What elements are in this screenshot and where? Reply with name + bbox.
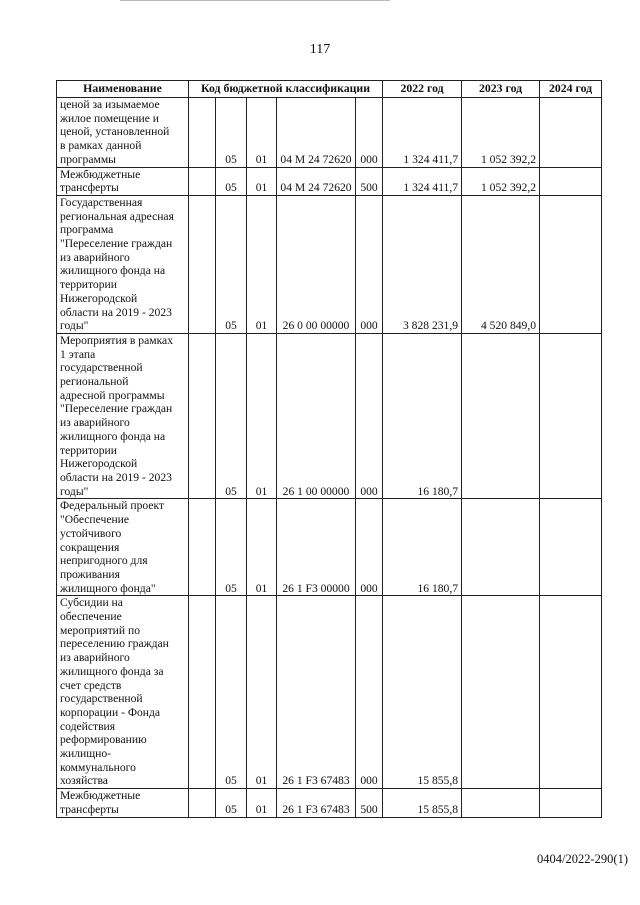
row-subsection: 01 (247, 333, 277, 498)
row-section: 05 (216, 596, 247, 789)
header-2023: 2023 год (462, 81, 540, 98)
row-amount-2023: 1 052 392,2 (462, 167, 540, 195)
table-header-row (57, 81, 602, 98)
row-target-article: 26 1 00 00000 (277, 333, 356, 498)
top-edge-rule (120, 0, 390, 1)
table-row (57, 333, 602, 498)
row-target-article: 26 1 F3 67483 (277, 789, 356, 817)
row-name: ценой за изымаемое жилое помещение и ценой, установленной в рамках данной программы (57, 98, 189, 168)
row-amount-2023 (462, 596, 540, 789)
row-amount-2023: 4 520 849,0 (462, 195, 540, 333)
header-budget-code: Код бюджетной классификации (189, 81, 383, 98)
table-row (57, 499, 602, 596)
header-2022: 2022 год (383, 81, 462, 98)
row-amount-2024 (540, 596, 602, 789)
row-target-article: 26 1 F3 00000 (277, 499, 356, 596)
header-2024: 2024 год (540, 81, 602, 98)
row-subsection: 01 (247, 596, 277, 789)
row-target-article: 04 М 24 72620 (277, 98, 356, 168)
row-subsection: 01 (247, 499, 277, 596)
row-amount-2024 (540, 98, 602, 168)
row-amount-2023 (462, 789, 540, 817)
row-expense-type: 500 (356, 167, 383, 195)
header-name: Наименование (57, 81, 189, 98)
row-amount-2022: 15 855,8 (383, 789, 462, 817)
row-section: 05 (216, 333, 247, 498)
row-spacer (189, 167, 216, 195)
row-subsection: 01 (247, 167, 277, 195)
row-name: Государственная региональная адресная программа "Переселение граждан из аварийного жилищного фонда на территории Нижегородской области на 2019 - 2023 годы" (57, 195, 189, 333)
row-amount-2022: 15 855,8 (383, 596, 462, 789)
row-section: 05 (216, 789, 247, 817)
row-name: Федеральный проект "Обеспечение устойчивого сокращения непригодного для проживания жилищного фонда" (57, 499, 189, 596)
row-name: Мероприятия в рамках 1 этапа государственной региональной адресной программы "Переселение граждан из аварийного жилищного фонда на территории Нижегородской области на 2019 - 2023 годы" (57, 333, 189, 498)
budget-table (56, 80, 602, 818)
row-amount-2024 (540, 333, 602, 498)
row-section: 05 (216, 195, 247, 333)
row-target-article: 04 М 24 72620 (277, 167, 356, 195)
row-amount-2023: 1 052 392,2 (462, 98, 540, 168)
document-footer-code: 0404/2022-290(1) (537, 852, 628, 866)
row-amount-2024 (540, 789, 602, 817)
row-section: 05 (216, 167, 247, 195)
row-expense-type: 000 (356, 333, 383, 498)
row-amount-2023 (462, 499, 540, 596)
row-section: 05 (216, 98, 247, 168)
row-spacer (189, 789, 216, 817)
row-amount-2024 (540, 499, 602, 596)
row-expense-type: 000 (356, 195, 383, 333)
row-name: Межбюджетные трансферты (57, 167, 189, 195)
row-section: 05 (216, 499, 247, 596)
row-amount-2024 (540, 167, 602, 195)
row-amount-2022: 16 180,7 (383, 333, 462, 498)
page-number: 117 (309, 42, 331, 57)
row-subsection: 01 (247, 789, 277, 817)
row-amount-2022: 3 828 231,9 (383, 195, 462, 333)
table-row (57, 195, 602, 333)
row-amount-2024 (540, 195, 602, 333)
row-subsection: 01 (247, 195, 277, 333)
table-row (57, 789, 602, 817)
row-amount-2022: 16 180,7 (383, 499, 462, 596)
table-body (57, 98, 602, 818)
row-spacer (189, 596, 216, 789)
row-spacer (189, 195, 216, 333)
row-spacer (189, 98, 216, 168)
row-spacer (189, 333, 216, 498)
row-amount-2022: 1 324 411,7 (383, 167, 462, 195)
table-row (57, 98, 602, 168)
row-expense-type: 000 (356, 98, 383, 168)
row-target-article: 26 1 F3 67483 (277, 596, 356, 789)
row-expense-type: 500 (356, 789, 383, 817)
row-spacer (189, 499, 216, 596)
row-amount-2022: 1 324 411,7 (383, 98, 462, 168)
row-expense-type: 000 (356, 499, 383, 596)
row-amount-2023 (462, 333, 540, 498)
table-row (57, 167, 602, 195)
row-name: Субсидии на обеспечение мероприятий по переселению граждан из аварийного жилищного фонда за счет средств государственной корпорации - Фонда содействия реформированию жилищно- коммунального хозяйства (57, 596, 189, 789)
row-name: Межбюджетные трансферты (57, 789, 189, 817)
row-target-article: 26 0 00 00000 (277, 195, 356, 333)
table-row (57, 596, 602, 789)
row-subsection: 01 (247, 98, 277, 168)
row-expense-type: 000 (356, 596, 383, 789)
